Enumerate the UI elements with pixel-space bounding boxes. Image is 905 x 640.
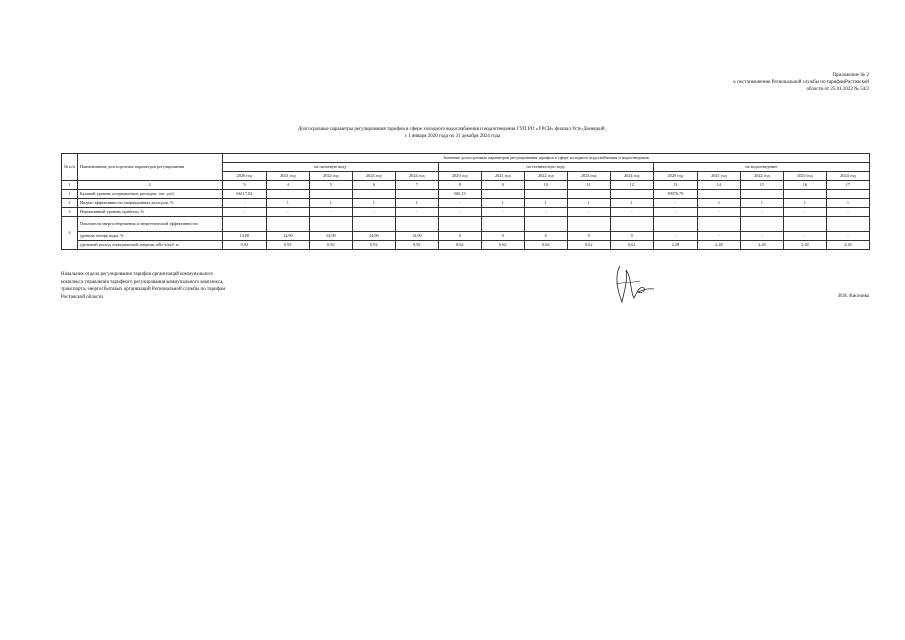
row-value: 14,90 — [352, 232, 395, 241]
row-value: 0,62 — [524, 241, 567, 250]
column-number: 17 — [826, 181, 869, 190]
col-header-name: Наименование долгосрочных параметров регулирования — [77, 154, 222, 181]
row-number: 4 — [62, 217, 78, 250]
row-value: 1 — [567, 199, 610, 208]
year-header: 2020 год — [222, 172, 266, 181]
row-value: 1 — [697, 199, 740, 208]
empty-cell — [222, 217, 266, 232]
row-value: 0,62 — [438, 241, 481, 250]
row-value: 0,92 — [266, 241, 309, 250]
column-number: 15 — [740, 181, 783, 190]
empty-cell — [352, 217, 395, 232]
footer-line-2: комплекса управления тарифного регулирования коммунального комплекса, — [61, 279, 224, 285]
empty-cell — [653, 217, 697, 232]
row-name: удельный расход электрической энергии, кВт ч/куб. м — [77, 241, 222, 250]
subgroup-wastewater: на водоотведение — [653, 163, 869, 172]
row-value: 1 — [610, 199, 653, 208]
parameters-table — [61, 153, 870, 250]
footer-line-3: транспорта, энергосбытовых организаций Региональной службы по тарифам — [61, 287, 226, 292]
row-value: - — [653, 208, 697, 217]
row-name: Индекс эффективности операционных расходов, % — [77, 199, 222, 208]
row-value: - — [653, 232, 697, 241]
row-value: 2,28 — [826, 241, 869, 250]
column-number: 12 — [610, 181, 653, 190]
row-value: - — [826, 232, 869, 241]
row-value: - — [653, 199, 697, 208]
row-value — [352, 190, 395, 199]
row-value: 2,28 — [783, 241, 826, 250]
column-number: 9 — [481, 181, 524, 190]
row-value: 0,92 — [352, 241, 395, 250]
empty-cell — [826, 217, 869, 232]
empty-cell — [481, 217, 524, 232]
table-row — [62, 232, 870, 241]
row-value: 2,28 — [697, 241, 740, 250]
row-value — [309, 190, 352, 199]
row-value — [481, 190, 524, 199]
row-value: - — [438, 208, 481, 217]
column-number: 10 — [524, 181, 567, 190]
row-value — [266, 190, 309, 199]
row-value: 0 — [481, 232, 524, 241]
row-value: 0,92 — [395, 241, 438, 250]
row-value: - — [783, 232, 826, 241]
row-value: - — [783, 208, 826, 217]
row-value: 1 — [481, 199, 524, 208]
table-row — [62, 241, 870, 250]
title-line-2: с 1 января 2020 года по 31 декабря 2024 года — [404, 134, 501, 139]
row-name: Базовый уровень операционных расходов, тыс. руб. — [77, 190, 222, 199]
section-name: Показатели энергосбережения и энергетической эффективности: — [77, 217, 222, 232]
row-value: - — [222, 208, 266, 217]
row-value: - — [826, 208, 869, 217]
column-number: 11 — [567, 181, 610, 190]
empty-cell — [783, 217, 826, 232]
row-value: - — [567, 208, 610, 217]
row-value: 2,28 — [653, 241, 697, 250]
row-value — [740, 190, 783, 199]
header-row-group — [62, 154, 870, 163]
signer-name: И.Н. Киселева — [838, 294, 869, 299]
row-value: 1 — [783, 199, 826, 208]
row-value — [697, 190, 740, 199]
appendix-line-2: к постановлению Региональной службы по тарифамРостовской — [733, 80, 869, 85]
row-value: - — [524, 208, 567, 217]
row-value: 1 — [395, 199, 438, 208]
footer-position — [61, 271, 225, 301]
row-name: Нормативный уровень прибыли, % — [77, 208, 222, 217]
row-value: 1 — [740, 199, 783, 208]
row-value: 14,90 — [222, 232, 266, 241]
table-row — [62, 190, 870, 199]
table-row — [62, 208, 870, 217]
row-number: 3 — [62, 208, 78, 217]
year-header: 2024 год — [610, 172, 653, 181]
row-value: 1 — [309, 199, 352, 208]
column-number: 6 — [352, 181, 395, 190]
year-header: 2022 год — [309, 172, 352, 181]
table-body — [62, 190, 870, 250]
row-value: 1 — [524, 199, 567, 208]
subgroup-technical-water: на техническую воду — [438, 163, 653, 172]
column-number: 3 — [222, 181, 266, 190]
row-value: - — [395, 208, 438, 217]
column-number: 7 — [395, 181, 438, 190]
row-value: - — [222, 199, 266, 208]
row-value: 0 — [610, 232, 653, 241]
header-row-column-numbers — [62, 181, 870, 190]
year-header: 2024 год — [826, 172, 869, 181]
year-header: 2020 год — [653, 172, 697, 181]
row-value: - — [438, 199, 481, 208]
empty-cell — [395, 217, 438, 232]
year-header: 2022 год — [740, 172, 783, 181]
row-value: 0,92 — [222, 241, 266, 250]
row-value: 14,90 — [266, 232, 309, 241]
year-header: 2021 год — [481, 172, 524, 181]
table-row-section — [62, 217, 870, 232]
row-value: - — [481, 208, 524, 217]
year-header: 2021 год — [266, 172, 309, 181]
appendix-line-3: области от 25.01.2022 № 54/2 — [806, 87, 869, 92]
row-value: 1 — [352, 199, 395, 208]
subgroup-drinking-water: на питьевую воду — [222, 163, 438, 172]
row-value: 0 — [524, 232, 567, 241]
year-header: 2023 год — [352, 172, 395, 181]
row-value: - — [610, 208, 653, 217]
row-number: 2 — [62, 199, 78, 208]
row-value: 14,90 — [309, 232, 352, 241]
row-value: 0 — [567, 232, 610, 241]
row-value: - — [740, 232, 783, 241]
row-value: 39976,78 — [653, 190, 697, 199]
year-header: 2023 год — [567, 172, 610, 181]
row-value: 0,92 — [309, 241, 352, 250]
footer-line-1: Начальник отдела регулирования тарифов организаций коммунального — [61, 272, 213, 277]
column-number: 8 — [438, 181, 481, 190]
table-row — [62, 199, 870, 208]
group-header: Значение долгосрочных параметров регулирования тарифов в сфере холодного водоснабжения и водоотведения — [222, 154, 869, 163]
empty-cell — [309, 217, 352, 232]
row-value: - — [740, 208, 783, 217]
signature-image — [612, 262, 656, 308]
column-number: 13 — [653, 181, 697, 190]
row-value: - — [266, 208, 309, 217]
empty-cell — [266, 217, 309, 232]
appendix-line-1: Приложение № 2 — [832, 73, 869, 78]
row-value — [783, 190, 826, 199]
empty-cell — [524, 217, 567, 232]
row-value — [567, 190, 610, 199]
row-value: 66117,02 — [222, 190, 266, 199]
row-value: - — [352, 208, 395, 217]
row-value: 14,90 — [395, 232, 438, 241]
column-number: 2 — [77, 181, 222, 190]
column-number: 16 — [783, 181, 826, 190]
row-value: 0,62 — [567, 241, 610, 250]
year-header: 2023 год — [783, 172, 826, 181]
empty-cell — [438, 217, 481, 232]
empty-cell — [567, 217, 610, 232]
title-line-1: Долгосрочные параметры регулирования тарифов в сфере холодного водоснабжения и водоотведения ГУП РО «УРСВ» филиал Усть-Донецкий , — [297, 127, 608, 132]
row-value — [395, 190, 438, 199]
row-value: 1 — [266, 199, 309, 208]
empty-cell — [740, 217, 783, 232]
row-value: - — [697, 232, 740, 241]
empty-cell — [610, 217, 653, 232]
row-value: 0,62 — [610, 241, 653, 250]
row-value: 0 — [438, 232, 481, 241]
row-value: - — [309, 208, 352, 217]
row-value — [610, 190, 653, 199]
row-value: - — [697, 208, 740, 217]
year-header: 2024 год — [395, 172, 438, 181]
row-value: 1 — [826, 199, 869, 208]
col-header-no: № п/п — [62, 154, 78, 181]
year-header: 2020 год — [438, 172, 481, 181]
year-header: 2022 год — [524, 172, 567, 181]
column-number: 14 — [697, 181, 740, 190]
row-value — [524, 190, 567, 199]
row-value: 0,62 — [481, 241, 524, 250]
document-title — [0, 126, 905, 140]
row-value: 2,28 — [740, 241, 783, 250]
column-number: 4 — [266, 181, 309, 190]
row-name: уровень потерь воды, % — [77, 232, 222, 241]
column-number: 5 — [309, 181, 352, 190]
row-value: 506,15 — [438, 190, 481, 199]
footer-line-4: Ростовской области — [61, 294, 103, 300]
year-header: 2021 год — [697, 172, 740, 181]
empty-cell — [697, 217, 740, 232]
row-number: 1 — [62, 190, 78, 199]
column-number: 1 — [62, 181, 78, 190]
appendix-note — [733, 72, 869, 93]
row-value — [826, 190, 869, 199]
